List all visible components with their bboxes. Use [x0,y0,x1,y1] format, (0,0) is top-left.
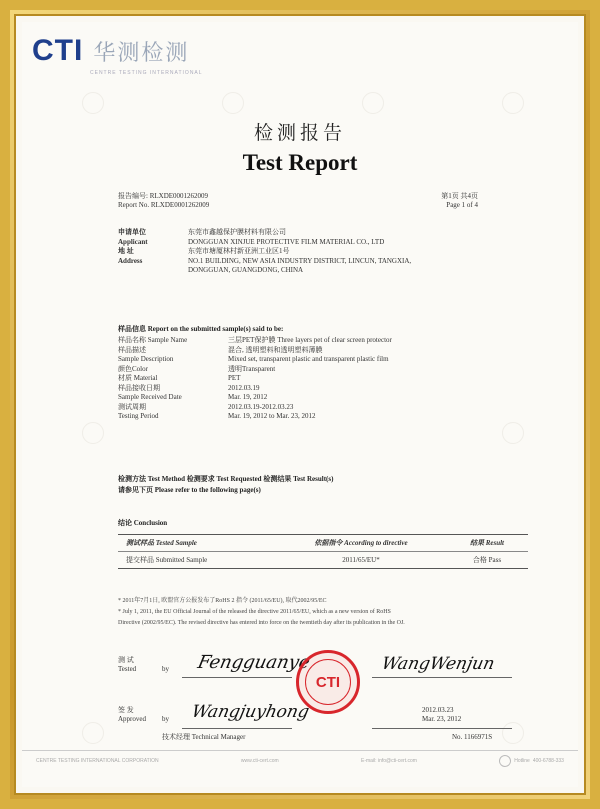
certificate-number: No. 1166971S [452,733,493,741]
checker-signature: WangWenjun [379,654,497,674]
tested-signature-line [182,677,292,678]
sample-info [118,336,528,422]
test-method-line2: 请参见下页 Please refer to the following page(s) [118,486,261,494]
list-item [118,365,528,375]
watermark-mark [82,422,104,444]
sample-section-heading: 样品信息 Report on the submitted sample(s) said to be: [118,325,284,333]
tester-signature: Fengguanye [195,652,312,673]
approved-label-cn: 签 发 [118,706,134,714]
tested-by-label: by [162,665,169,673]
title-chinese: 检测报告 [253,122,346,144]
header-directive: 依据指令 According to directive [314,539,408,547]
cell-result: 合格 Pass [472,556,502,564]
cti-logo [32,34,189,68]
logo-cti-text: CTI [32,34,84,67]
watermark-mark [502,92,524,114]
address-en-row [118,257,528,276]
page-number-en: Page 1 of 4 [446,201,478,209]
watermark-mark [502,722,524,744]
table-row [118,552,528,568]
sample-row-label: 材质 Material [118,374,158,382]
tested-label-en: Tested [118,665,137,673]
sample-row-label: 颜色Color [118,364,148,373]
sample-row-label: 测试周期 [118,402,146,411]
list-item [118,355,528,365]
approval-date-en: Mar. 23, 2012 [422,715,462,723]
watermark-mark [362,92,384,114]
sample-row-label: Sample Description [118,355,174,363]
sample-row-value: 混合, 透明塑料和透明塑料薄膜 [228,345,323,354]
footer-bar [22,750,578,771]
header-result: 结果 Result [469,539,505,547]
approved-signature-line [182,728,292,729]
applicant-info [118,228,528,276]
report-number-cn: 报告编号: RLXDE0001262009 [118,192,209,200]
sample-row-label: 样品描述 [118,345,146,354]
approver-signature: Wangjuyhong [189,702,311,722]
sample-row-value: Mixed set, transparent plastic and transparent plastic film [228,355,389,363]
footer-hotline [499,755,564,767]
seal-text: CTI [305,659,351,705]
date-line [372,728,512,729]
sample-row-label: Sample Received Date [118,393,182,401]
checker-signature-line [372,677,512,678]
watermark-mark [502,422,524,444]
footnotes [118,596,533,629]
cell-directive: 2011/65/EU* [342,556,380,564]
approval-date-cn: 2012.03.23 [422,706,454,714]
certificate-paper [22,22,578,787]
sample-row-label: Testing Period [118,412,159,420]
sample-row-value: Mar. 19, 2012 to Mar. 23, 2012 [228,412,316,420]
address-cn-value: 东莞市塘厦林村新亚洲工业区1号 [188,247,290,255]
applicant-en-label: Applicant [118,237,148,246]
approval-date [422,706,461,724]
logo-subtitle: CENTRE TESTING INTERNATIONAL [90,70,203,76]
page-number [441,192,478,210]
address-line-2: DONGGUAN, GUANGDONG, CHINA [188,266,304,274]
applicant-en-row [118,238,528,248]
applicant-cn-row [118,228,528,238]
sample-row-label: 样品名称 Sample Name [118,336,188,344]
header-tested-sample: 测试样品 Tested Sample [126,539,197,547]
sample-row-value: PET [228,374,241,382]
applicant-cn-value: 东莞市鑫越保护膜材料有限公司 [188,228,286,236]
list-item [118,403,528,413]
report-number [118,192,209,210]
watermark-mark [82,722,104,744]
sample-row-value: 透明Transparent [228,364,276,373]
sample-row-value: 三层PET保护膜 Three layers pet of clear screen protector [228,336,392,344]
address-en-label: Address [118,256,143,265]
list-item [118,346,528,356]
test-method-line1: 检测方法 Test Method 检测要求 Test Requested 检测结果 Test Result(s) [118,475,334,483]
title-english: Test Report [242,150,358,175]
frame-inner-border [14,14,586,795]
list-item [118,374,528,384]
list-item [118,412,528,422]
approved-by-label: by [162,715,169,723]
page-number-cn: 第1页 共4页 [441,192,478,200]
phone-icon [499,755,511,767]
address-cn-row [118,247,528,257]
footnote-cn: * 2011年7月1日, 欧盟官方公报发布了RoHS 2 指令 (2011/65/EU), 取代2002/95/EC [118,598,327,604]
footer-email: E-mail: info@cti-cert.com [361,758,417,764]
test-method [118,474,333,496]
logo-cn-text: 华测检测 [93,40,190,66]
watermark-mark [82,92,104,114]
report-number-en: Report No. RLXDE0001262009 [118,201,210,209]
list-item [118,384,528,394]
footnote-en-2: Directive (2002/95/EC). The revised directive has entered into force on the twentieth day after its publication in the OJ. [118,620,405,626]
approver-title: 技术经理 Technical Manager [162,733,246,741]
list-item [118,336,528,346]
sample-row-label: 样品接收日期 [118,383,160,392]
address-cn-label: 地 址 [118,247,134,255]
applicant-en-value: DONGGUAN XINJUE PROTECTIVE FILM MATERIAL CO., LTD [188,237,385,246]
hotline-label: Hotline [514,758,530,764]
applicant-cn-label: 申请单位 [118,228,146,236]
address-en-value [188,257,528,276]
approved-label-en: Approved [118,715,146,723]
footer-website: www.cti-cert.com [240,758,279,764]
address-line-1: NO.1 BUILDING, NEW ASIA INDUSTRY DISTRICT, LINCUN, TANGXIA, [188,256,412,265]
tested-label [118,656,136,674]
approved-label [118,706,146,724]
footnote-en-1: * July 1, 2011, the EU Official Journal of the released the directive 2011/65/EU, which as a new version of RoHS [118,609,391,615]
cell-sample: 提交样品 Submitted Sample [126,556,208,564]
conclusion-header-row [118,535,528,552]
hotline-number: 400-6788-333 [532,758,564,764]
conclusion-heading: 结论 Conclusion [118,519,168,527]
watermark-mark [222,92,244,114]
sample-row-value: 2012.03.19-2012.03.23 [228,402,294,411]
tested-label-cn: 测 试 [118,656,134,664]
sample-row-value: 2012.03.19 [228,383,260,392]
footer-company: CENTRE TESTING INTERNATIONAL CORPORATION [36,758,159,764]
conclusion-table [118,534,528,569]
sample-row-value: Mar. 19, 2012 [228,393,268,401]
list-item [118,393,528,403]
